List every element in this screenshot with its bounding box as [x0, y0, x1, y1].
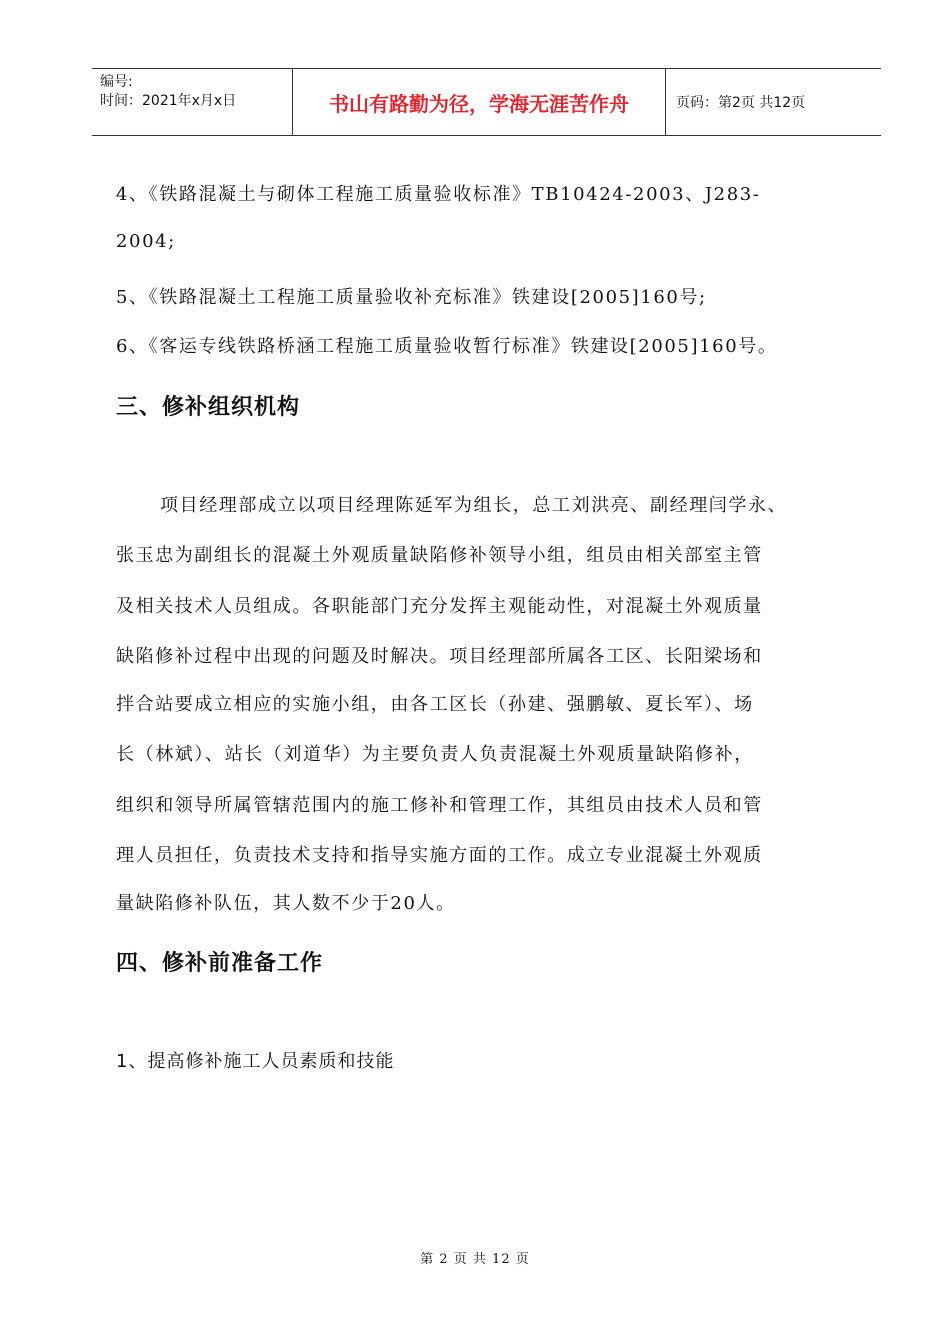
- document-code-label: 编号:: [100, 74, 133, 90]
- header-meta: [92, 69, 293, 135]
- section-3-paragraph-line: 缺陷修补过程中出现的问题及时解决。项目经理部所属各工区、长阳梁场和: [116, 646, 763, 667]
- standard-item-4-continued: 2004;: [116, 231, 176, 252]
- header-page-info: 页码：第2页 共12页: [676, 95, 806, 111]
- document-time: 时间：2021年x月x日: [100, 93, 237, 109]
- standard-item-5: 5、《铁路混凝土工程施工质量验收补充标准》铁建设[2005]160号;: [116, 287, 707, 308]
- section-4-heading: 四、修补前准备工作: [116, 951, 324, 976]
- standard-item-4: 4、《铁路混凝土与砌体工程施工质量验收标准》TB10424-2003、J283-: [116, 184, 761, 205]
- section-3-paragraph-line: 张玉忠为副组长的混凝土外观质量缺陷修补领导小组，组员由相关部室主管: [116, 545, 763, 566]
- section-3-paragraph-line: 长（林斌）、站长（刘道华）为主要负责人负责混凝土外观质量缺陷修补，: [116, 744, 754, 765]
- section-3-paragraph-line: 量缺陷修补队伍，其人数不少于20人。: [116, 893, 456, 914]
- section-3-paragraph-line: 理人员担任，负责技术支持和指导实施方面的工作。成立专业混凝土外观质: [116, 845, 763, 866]
- page-header: [92, 68, 881, 136]
- section-3-paragraph-line: 项目经理部成立以项目经理陈延军为组长，总工刘洪亮、副经理闫学永、: [160, 495, 788, 516]
- section-3-paragraph-line: 组织和领导所属管辖范围内的施工修补和管理工作，其组员由技术人员和管: [116, 795, 763, 816]
- section-3-heading: 三、修补组织机构: [116, 395, 301, 420]
- section-3-paragraph-line: 及相关技术人员组成。各职能部门充分发挥主观能动性，对混凝土外观质量: [116, 596, 763, 617]
- section-3-paragraph-line: 拌合站要成立相应的实施小组，由各工区长（孙建、强鹏敏、夏长军）、场: [116, 694, 754, 715]
- standard-item-6: 6、《客运专线铁路桥涵工程施工质量验收暂行标准》铁建设[2005]160号。: [116, 336, 778, 357]
- section-4-item-1: 1、提高修补施工人员素质和技能: [116, 1051, 395, 1072]
- page-footer: 第 2 页 共 12 页: [420, 1252, 530, 1267]
- header-motto: 书山有路勤为径，学海无涯苦作舟: [293, 69, 666, 135]
